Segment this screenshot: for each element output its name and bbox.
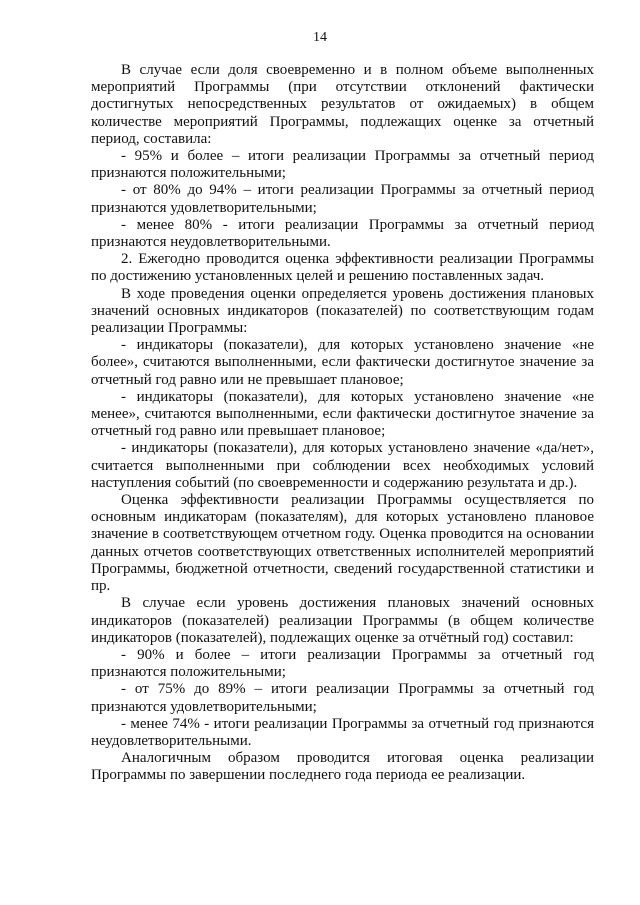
list-item-not-less: - индикаторы (показатели), для которых установлено значение «не менее», считаются выполненными, если фактически достигнутое значение за отчетный год равно или превышает плановое; <box>91 388 594 440</box>
paragraph-final-assessment: Аналогичным образом проводится итоговая оценка реализации Программы по завершении последнего года периода ее реализации. <box>91 750 594 784</box>
list-item-satisfactory-80-94: - от 80% до 94% – итоги реализации Программы за отчетный период признаются удовлетворительными; <box>91 182 594 216</box>
list-item-yes-no: - индикаторы (показатели), для которых установлено значение «да/нет», считается выполненными при соблюдении всех необходимых условий наступления событий (по своевременности и содержанию результата и др.). <box>91 440 594 491</box>
paragraph-intro-indicators: В случае если уровень достижения плановых значений основных индикаторов (показателей) реализации Программы (в общем количестве индикаторов (показателей), подлежащих оценке за отчётный год) составил: <box>91 595 594 646</box>
list-item-unsatisfactory-80: - менее 80% - итоги реализации Программы за отчетный период признаются неудовлетворительными. <box>91 216 594 251</box>
list-item-unsatisfactory-74: - менее 74% - итоги реализации Программы за отчетный год признаются неудовлетворительными. <box>91 715 594 749</box>
paragraph-assessment-process: В ходе проведения оценки определяется уровень достижения плановых значений основных индикаторов (показателей) по соответствующим годам реализации Программы: <box>91 285 594 337</box>
list-item-not-more: - индикаторы (показатели), для которых установлено значение «не более», считаются выполненными, если фактически достигнутое значение за отчетный год равно или не превышает плановое; <box>91 337 594 388</box>
list-item-positive-95: - 95% и более – итоги реализации Программы за отчетный период признаются положительными; <box>91 148 594 182</box>
document-body <box>91 62 594 785</box>
paragraph-section-2: 2. Ежегодно проводится оценка эффективности реализации Программы по достижению установленных целей и решению поставленных задач. <box>91 251 594 285</box>
list-item-satisfactory-75-89: - от 75% до 89% – итоги реализации Программы за отчетный год признаются удовлетворительными; <box>91 681 594 715</box>
list-item-positive-90: - 90% и более – итоги реализации Программы за отчетный год признаются положительными; <box>91 646 594 681</box>
paragraph-intro-share: В случае если доля своевременно и в полном объеме выполненных мероприятий Программы (при отсутствии отклонений фактически достигнутых непосредственных результатов от ожидаемых) в общем количестве мероприятий Программы, подлежащих оценке за отчетный период, составила: <box>91 62 594 147</box>
page-number: 14 <box>313 30 327 45</box>
paragraph-efficiency-assessment: Оценка эффективности реализации Программы осуществляется по основным индикаторам (показателям), для которых установлено плановое значение в соответствующем отчетном году. Оценка проводится на основании данных отчетов соответствующих ответственных исполнителей мероприятий Программы, бюджетной отчетности, сведений государственной статистики и пр. <box>91 492 594 595</box>
